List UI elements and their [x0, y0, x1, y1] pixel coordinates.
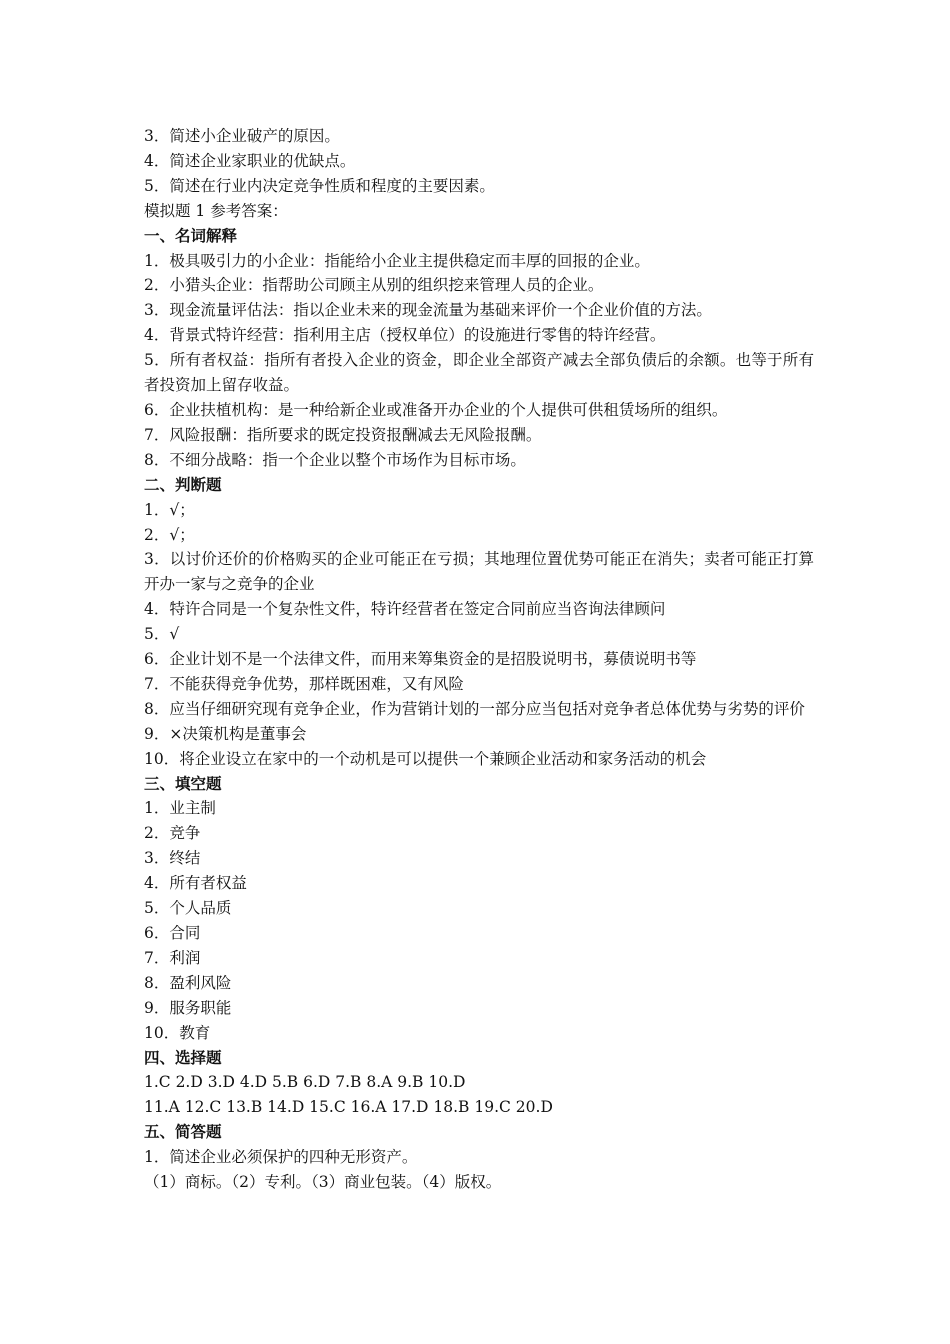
text-line: 9．×决策机构是董事会 [144, 724, 307, 743]
text-line: 5．个人品质 [144, 899, 232, 918]
text-line: 6．企业扶植机构：是一种给新企业或准备开办企业的个人提供可供租赁场所的组织。 [144, 400, 728, 419]
text-line: 1．极具吸引力的小企业：指能给小企业主提供稳定而丰厚的回报的企业。 [144, 251, 650, 270]
text-line: 5．简述在行业内决定竞争性质和程度的主要因素。 [144, 176, 495, 195]
text-line: 模拟题 1 参考答案： [144, 201, 288, 220]
text-line: 3．现金流量评估法：指以企业未来的现金流量为基础来评价一个企业价值的方法。 [144, 301, 712, 320]
section-heading: 三、填空题 [144, 773, 222, 793]
text-line: 4．所有者权益 [144, 874, 247, 893]
text-line: 6．企业计划不是一个法律文件，而用来筹集资金的是招股说明书，募债说明书等 [144, 650, 697, 669]
text-line: 3．终结 [144, 849, 201, 868]
text-line: 9．服务职能 [144, 998, 232, 1017]
text-line: 6．合同 [144, 924, 201, 942]
text-line: 5．所有者权益：指所有者投入企业的资金，即企业全部资产减去全部负债后的余额。也等于所有者投资加上留存收益。 [144, 351, 814, 395]
section-heading: 五、简答题 [144, 1122, 222, 1142]
section-heading: 一、名词解释 [144, 225, 238, 245]
text-line: 4．背景式特许经营：指利用主店（授权单位）的设施进行零售的特许经营。 [144, 326, 666, 345]
text-line: 8．盈利风险 [144, 973, 232, 992]
text-line: 7．风险报酬：指所要求的既定投资报酬减去无风险报酬。 [144, 425, 542, 444]
text-line: 1．简述企业必须保护的四种无形资产。 [144, 1148, 418, 1167]
text-line: （1）商标。（2）专利。（3）商业包装。（4）版权。 [144, 1173, 502, 1192]
text-line: 3．以讨价还价的价格购买的企业可能正在亏损；其地理位置优势可能正在消失；卖者可能正打算开办一家与之竞争的企业 [144, 550, 814, 594]
text-line: 3．简述小企业破产的原因。 [144, 127, 340, 145]
text-line: 10．教育 [144, 1023, 211, 1042]
section-heading: 四、选择题 [144, 1047, 222, 1067]
text-line: 2．小猎头企业：指帮助公司顾主从别的组织挖来管理人员的企业。 [144, 276, 604, 295]
text-line: 2．√； [144, 525, 195, 544]
text-line: 4．特许合同是一个复杂性文件，特许经营者在签定合同前应当咨询法律顾问 [144, 600, 666, 619]
text-line: 7．利润 [144, 948, 201, 967]
text-line: 1．业主制 [144, 799, 216, 818]
section-heading: 二、判断题 [144, 474, 222, 494]
text-line: 1．√； [144, 500, 195, 519]
text-line: 11.A 12.C 13.B 14.D 15.C 16.A 17.D 18.B 19.C 20.D [144, 1098, 553, 1117]
text-line: 10．将企业设立在家中的一个动机是可以提供一个兼顾企业活动和家务活动的机会 [144, 749, 707, 768]
text-line: 8．应当仔细研究现有竞争企业，作为营销计划的一部分应当包括对竞争者总体优势与劣势的评价 [144, 699, 805, 718]
text-line: 7．不能获得竞争优势，那样既困难，又有风险 [144, 674, 464, 693]
text-line: 2．竞争 [144, 824, 201, 843]
text-line: 5．√ [144, 625, 180, 644]
document-page [144, 124, 814, 1195]
text-line: 4．简述企业家职业的优缺点。 [144, 151, 356, 170]
text-line: 1.C 2.D 3.D 4.D 5.B 6.D 7.B 8.A 9.B 10.D [144, 1073, 466, 1092]
text-line: 8．不细分战略：指一个企业以整个市场作为目标市场。 [144, 450, 526, 469]
